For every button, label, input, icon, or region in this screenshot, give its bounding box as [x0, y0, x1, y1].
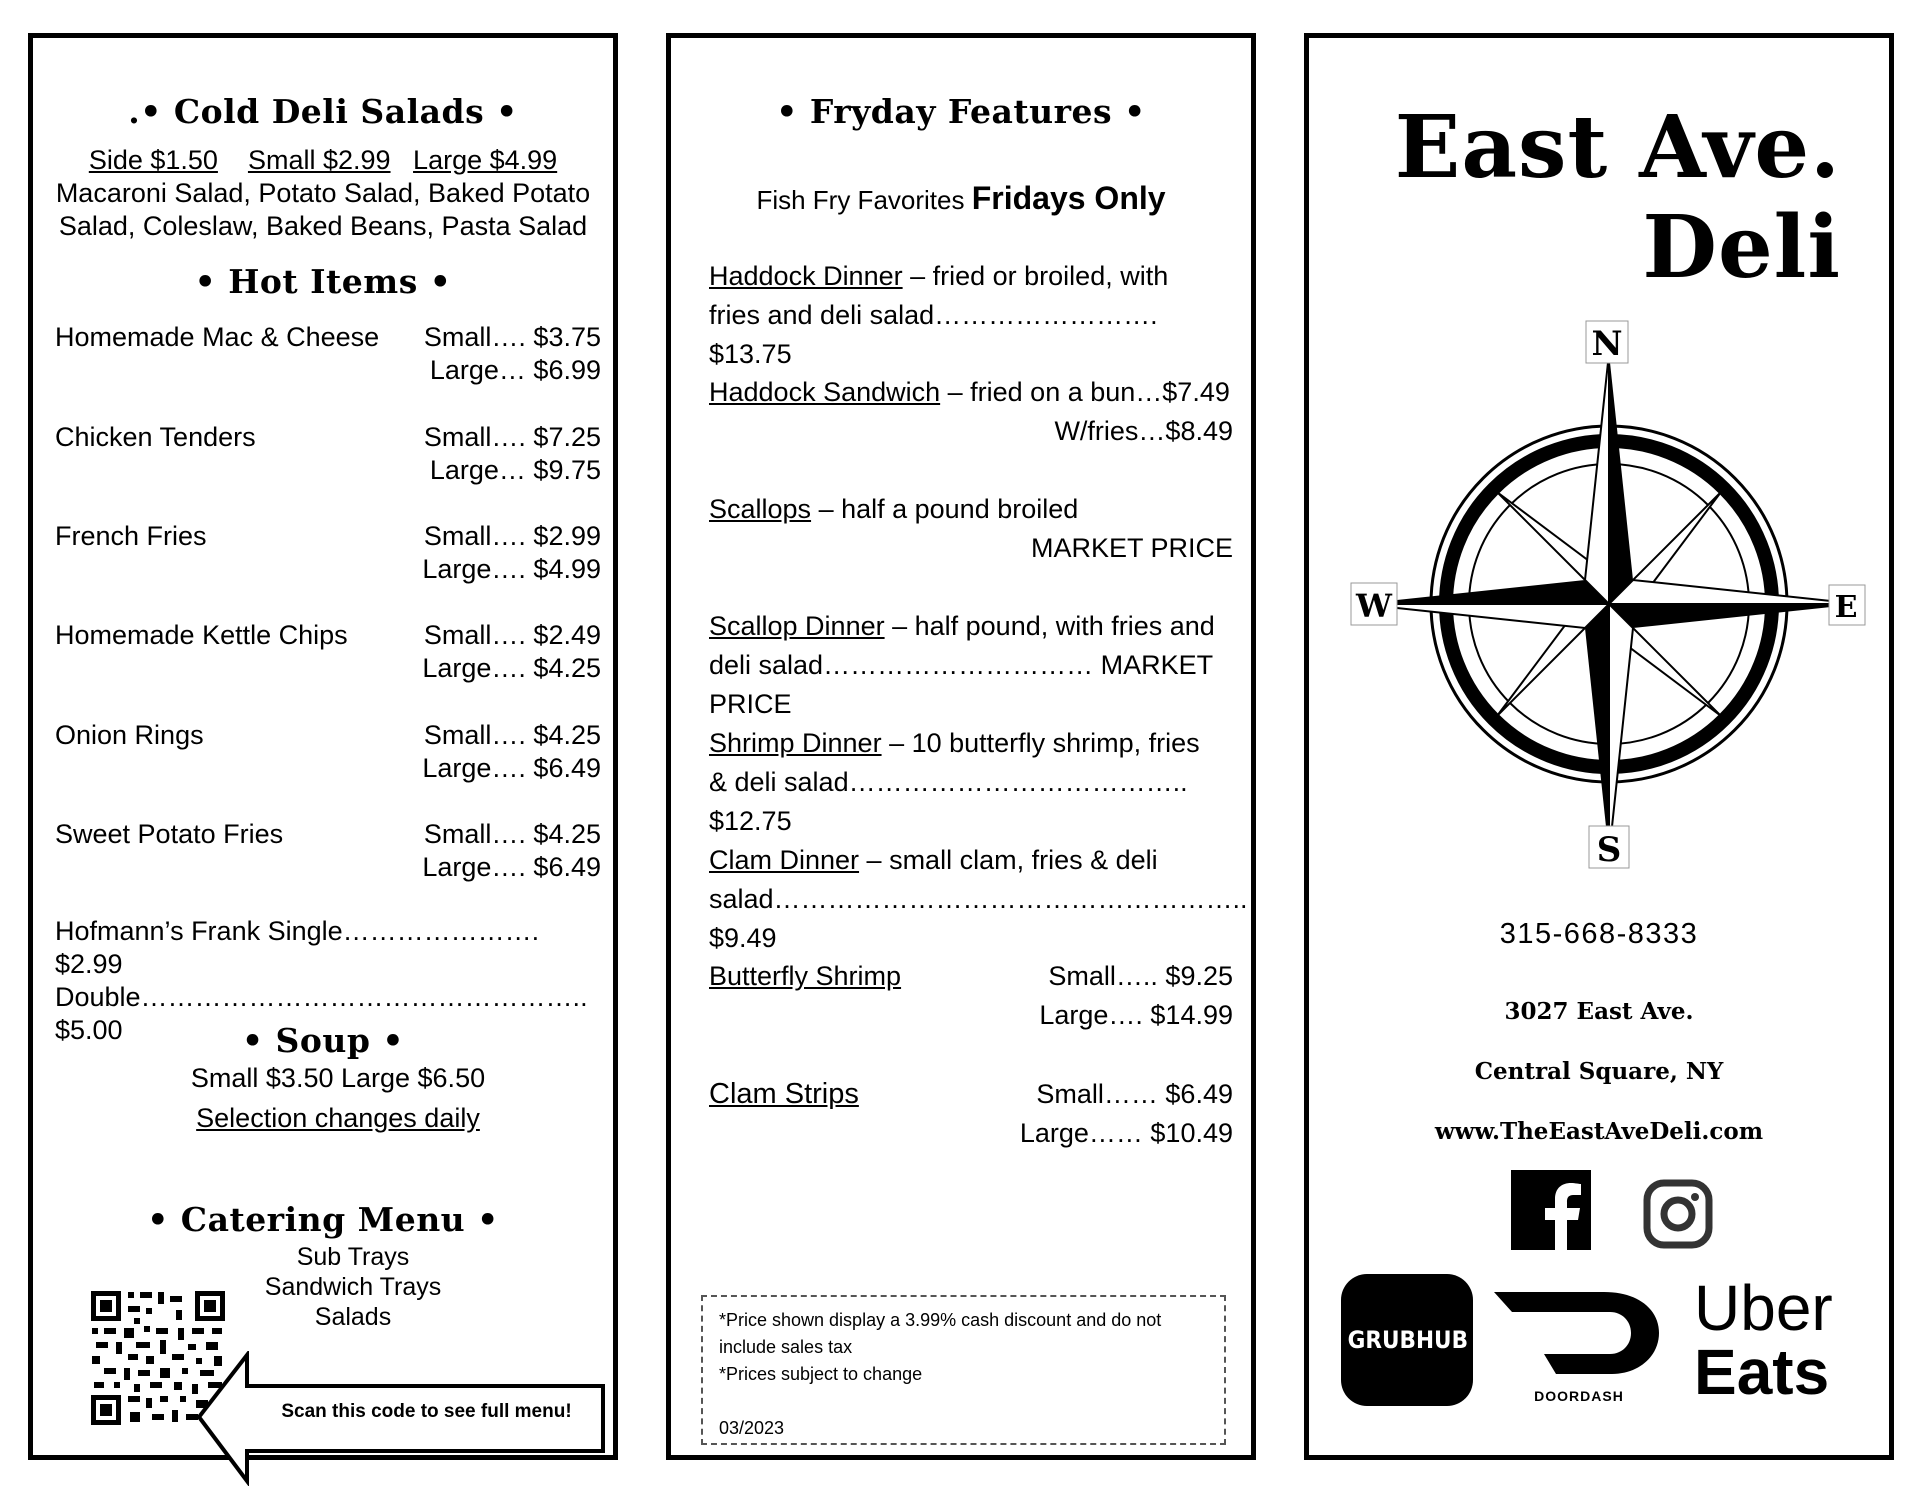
doordash-logo-text: DOORDASH: [1534, 1388, 1624, 1404]
price-notice: [701, 1295, 1226, 1445]
scan-code-text: Scan this code to see full menu!: [281, 1401, 572, 1422]
item-name: Clam Strips: [709, 1078, 859, 1110]
hot-item-name: Sweet Potato Fries: [55, 819, 284, 849]
item-description: – 10 butterfly shrimp, fries: [881, 728, 1200, 758]
notice-line: *Price shown display a 3.99% cash discount and do not: [719, 1310, 1162, 1330]
facebook-icon[interactable]: [1511, 1170, 1591, 1250]
compass-label-w: W: [1356, 587, 1392, 625]
catering-menu-heading: • Catering Menu •: [147, 1200, 499, 1239]
notice-line: *Prices subject to change: [719, 1364, 923, 1384]
item-name: Scallops: [709, 494, 812, 524]
catering-item: Salads: [314, 1303, 392, 1331]
street-address: 3027 East Ave.: [1504, 998, 1694, 1025]
item-description: – fried on a bun…$7.49: [940, 377, 1230, 407]
catering-item: Sandwich Trays: [264, 1273, 442, 1301]
brand-name-line1: East Ave.: [1394, 97, 1841, 198]
hot-item-large-price: Large…. $4.99: [422, 554, 601, 584]
uber-logo-text: Uber: [1694, 1272, 1833, 1344]
hot-item-small-price: Small…. $7.25: [423, 422, 601, 452]
item-description: – small clam, fries & deli: [859, 845, 1158, 875]
item-description: – fried or broiled, with: [902, 261, 1169, 291]
hot-item-small-price: Small…. $4.25: [423, 720, 601, 750]
hot-item-name: Homemade Kettle Chips: [55, 620, 348, 650]
fryday-subtitle-bold: Fridays Only: [971, 180, 1166, 216]
side-size-price: Side $1.50: [88, 145, 218, 175]
phone-number: 315-668-8333: [1499, 918, 1699, 950]
item-name: Clam Dinner: [709, 845, 860, 875]
haddock-sandwich-item: [709, 373, 1233, 451]
cold-salad-sizes: [33, 144, 613, 177]
small-size-price: Small $2.99: [247, 145, 391, 175]
large-size-price: Large $4.99: [413, 145, 558, 175]
item-large-price: Large…… $10.49: [1019, 1118, 1233, 1148]
notice-date: 03/2023: [719, 1418, 785, 1438]
item-price-line: W/fries…$8.49: [1054, 416, 1233, 446]
item-name: Haddock Sandwich: [709, 377, 941, 407]
item-price-line: MARKET PRICE: [1030, 533, 1233, 563]
item-large-price: Large…. $14.99: [1039, 1000, 1233, 1030]
fryday-subtitle-plain: Fish Fry Favorites: [756, 185, 972, 215]
uber-eats-logo[interactable]: [1694, 1272, 1864, 1408]
city-state: Central Square, NY: [1474, 1058, 1724, 1085]
fryday-subtitle: [671, 178, 1251, 220]
frank-double-line: Double………………………………………….. $5.00: [55, 982, 588, 1045]
shrimp-dinner-item: [709, 724, 1233, 841]
brand-name-line2: Deli: [1642, 197, 1841, 298]
instagram-icon[interactable]: [1643, 1179, 1713, 1249]
notice-line: include sales tax: [719, 1337, 853, 1357]
clam-dinner-item: [709, 841, 1248, 958]
right-panel: [1304, 33, 1894, 1460]
item-name: Butterfly Shrimp: [709, 961, 902, 991]
hot-item-name: French Fries: [55, 521, 207, 551]
compass-rose-icon: [1349, 313, 1869, 873]
arrow-callout: [195, 1351, 610, 1486]
catering-item: Sub Trays: [296, 1243, 410, 1271]
doordash-logo[interactable]: [1494, 1288, 1664, 1413]
item-name: Shrimp Dinner: [709, 728, 882, 758]
website-link[interactable]: www.TheEastAveDeli.com: [1434, 1118, 1764, 1145]
hot-item-small-price: Small…. $2.99: [423, 521, 601, 551]
soup-note: [63, 1102, 613, 1135]
middle-panel: [666, 33, 1256, 1460]
scallops-item: [709, 490, 1233, 568]
compass-label-s: S: [1596, 830, 1622, 870]
haddock-dinner-item: [709, 257, 1233, 374]
item-price-line: fries and deli salad……………………. $13.75: [709, 300, 1158, 369]
scallop-dinner-item: [709, 607, 1233, 724]
hot-item-large-price: Large…. $6.49: [422, 852, 601, 882]
soup-prices: Small $3.50 Large $6.50: [190, 1063, 486, 1093]
item-price-line: deli salad………………………… MARKET PRICE: [709, 650, 1213, 719]
hot-item-name: Onion Rings: [55, 720, 204, 750]
hot-items-heading: • Hot Items •: [194, 262, 452, 301]
hot-item-small-price: Small…. $2.49: [423, 620, 601, 650]
item-small-price: Small…… $6.49: [1036, 1079, 1233, 1109]
eats-logo-text: Eats: [1694, 1336, 1830, 1408]
item-price-line: & deli salad……………………………….. $12.75: [709, 767, 1188, 836]
item-description: – half pound, with fries and: [884, 611, 1215, 641]
hot-item-small-price: Small…. $3.75: [423, 322, 601, 352]
hot-item-large-price: Large… $6.99: [429, 355, 601, 385]
hot-item-large-price: Large…. $6.49: [422, 753, 601, 783]
cold-deli-salads-heading: .• Cold Deli Salads •: [128, 92, 518, 131]
item-name: Haddock Dinner: [709, 261, 903, 291]
hot-item-large-price: Large…. $4.25: [422, 653, 601, 683]
soup-note-text: Selection changes daily: [196, 1103, 480, 1133]
item-description: – half a pound broiled: [811, 494, 1079, 524]
fryday-features-heading: • Fryday Features •: [776, 92, 1146, 131]
item-small-price: Small….. $9.25: [1048, 961, 1233, 991]
grubhub-logo[interactable]: [1341, 1274, 1473, 1406]
item-name: Scallop Dinner: [709, 611, 885, 641]
compass-label-e: E: [1834, 590, 1858, 625]
cold-salad-items-line2: Salad, Coleslaw, Baked Beans, Pasta Salad: [58, 211, 588, 241]
hot-item-large-price: Large… $9.75: [429, 455, 601, 485]
compass-label-n: N: [1591, 324, 1623, 364]
hot-item-name: Homemade Mac & Cheese: [55, 322, 380, 352]
soup-heading: • Soup •: [241, 1021, 405, 1060]
cold-salad-items-line1: Macaroni Salad, Potato Salad, Baked Potato: [55, 178, 591, 208]
hot-item-small-price: Small…. $4.25: [423, 819, 601, 849]
frank-single-line: Hofmann’s Frank Single…………………. $2.99: [55, 916, 540, 979]
grubhub-logo-text: GRUBHUB: [1347, 1326, 1469, 1354]
item-price-line: salad…………………………………………….. $9.49: [709, 884, 1248, 953]
left-panel: [28, 33, 618, 1460]
hot-item-name: Chicken Tenders: [55, 422, 256, 452]
